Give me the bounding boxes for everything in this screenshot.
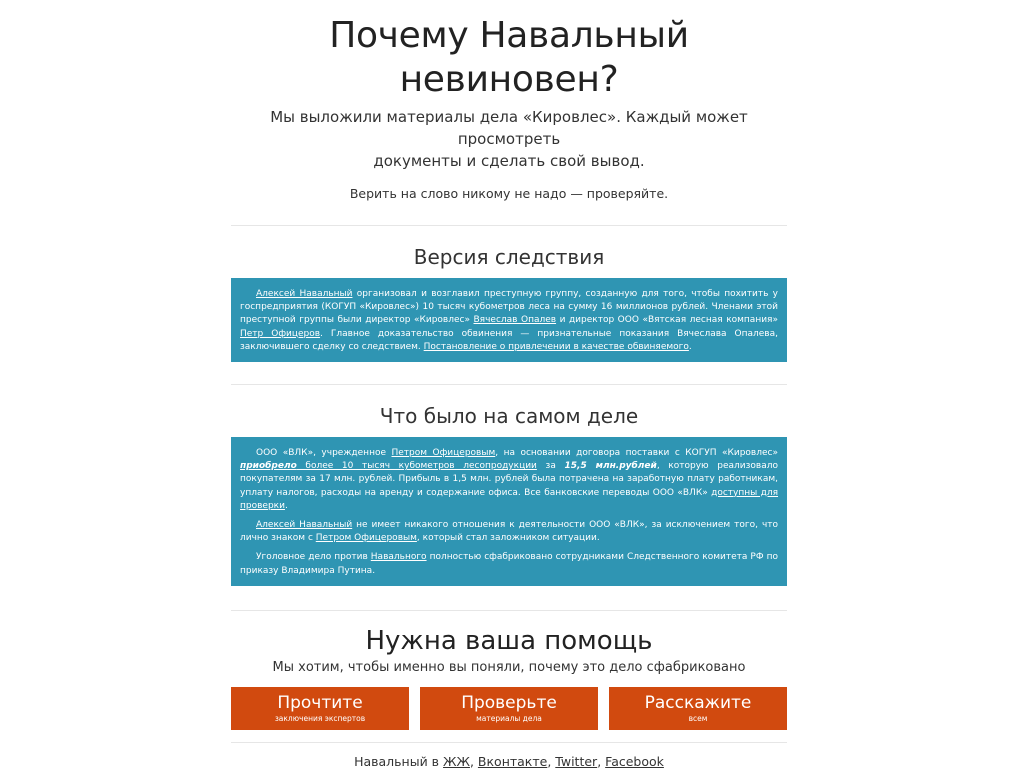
footer: Навальный в ЖЖ, Вконтакте, Twitter, Facebook <box>354 753 664 769</box>
help-subtitle: Мы хотим, чтобы именно вы поняли, почему это дело сфабриковано <box>272 659 746 675</box>
navalny-link[interactable]: Алексей Навальный <box>256 289 353 299</box>
ofitserov-link[interactable]: Петром Офицеровым <box>391 448 496 459</box>
footer-link-facebook[interactable]: Facebook <box>605 753 664 769</box>
opalev-link[interactable]: Вячеслав Опалев <box>473 315 557 326</box>
navalny-link[interactable]: Алексей Навальный <box>256 520 353 531</box>
check-button-sub: материалы дела <box>476 713 542 723</box>
version-heading: Версия следствия <box>413 245 605 269</box>
reality-box <box>231 437 787 586</box>
bought-link[interactable]: приобрело более 10 тысяч кубометров лесопродукции <box>240 461 537 472</box>
check-button-label: Проверьте <box>461 692 557 713</box>
tell-button[interactable] <box>609 687 787 730</box>
divider <box>231 384 787 385</box>
tell-button-sub: всем <box>688 713 708 723</box>
page-subtitle <box>231 106 787 172</box>
version-box <box>231 278 787 362</box>
reality-paragraph-2: Алексей Навальный не имеет никакого отношения к деятельности ООО «ВЛК», за исключением того, что лично знаком с Петром Офицеровым, который стал заложником ситуации. <box>240 520 779 544</box>
tell-button-label: Расскажите <box>644 692 752 713</box>
reality-paragraph-1: ООО «ВЛК», учрежденное Петром Офицеровым, на основании договора поставки с КОГУП «Кировлес» приобрело более 10 тысяч кубометров лесопродукции за 15,5 млн.рублей, которую реализовало покупателям за 17 млн. рублей. Прибыль в 1,5 млн. рублей была потрачена на заработную плату работникам, уплату налогов, расходы на аренду и содержание офиса. Все банковские переводы ООО «ВЛК» доступны для проверки. <box>240 448 779 511</box>
page-title: Почему Навальный невиновен? <box>329 15 689 100</box>
reality-paragraph-3: Уголовное дело против Навального полностью сфабриковано сотрудниками Следственного комитета РФ по приказу Владимира Путина. <box>240 552 779 576</box>
bank-transfers-link[interactable]: доступны для проверки <box>240 487 779 511</box>
action-buttons <box>231 687 787 730</box>
ofitserov-link[interactable]: Петр Офицеров <box>240 328 321 339</box>
footer-link-twitter[interactable]: Twitter <box>555 753 598 769</box>
ofitserov-link[interactable]: Петром Офицеровым <box>315 533 417 544</box>
navalny-link[interactable]: Навального <box>370 552 427 563</box>
read-button[interactable] <box>231 687 409 730</box>
help-heading: Нужна ваша помощь <box>365 625 653 656</box>
page-content <box>231 14 787 771</box>
subtitle-line-2: документы и сделать свой вывод. <box>373 152 645 170</box>
footer-link-vkontakte[interactable]: Вконтакте <box>477 753 548 769</box>
footer-link-lj[interactable]: ЖЖ <box>443 753 470 769</box>
divider <box>231 225 787 226</box>
subtitle-line-1: Мы выложили материалы дела «Кировлес». Каждый может просмотреть <box>270 108 748 148</box>
reality-heading: Что было на самом деле <box>379 404 639 429</box>
divider <box>231 742 787 743</box>
version-paragraph: Алексей Навальный организовал и возглавил преступную группу, созданную для того, чтобы похитить у госпредприятия (КОГУП «Кировлес») 10 тысяч кубометров леса на сумму 16 миллионов рублей. Членами этой преступной группы были директор «Кировлес» Вячеслав Опалев и директор ООО «Вятская лесная компания» Петр Офицеров. Главное доказательство обвинения — признательные показания Вячеслава Опалева, заключившего сделку со следствием. Постановление о привлечении в качестве обвиняемого. <box>240 289 778 352</box>
read-button-sub: заключения экспертов <box>274 713 366 723</box>
divider <box>231 610 787 611</box>
lead-text: Верить на слово никому не надо — проверяйте. <box>349 186 669 201</box>
check-button[interactable] <box>420 687 598 730</box>
decree-link[interactable]: Постановление о привлечении в качестве обвиняемого <box>423 341 689 352</box>
read-button-label: Прочтите <box>277 692 363 713</box>
